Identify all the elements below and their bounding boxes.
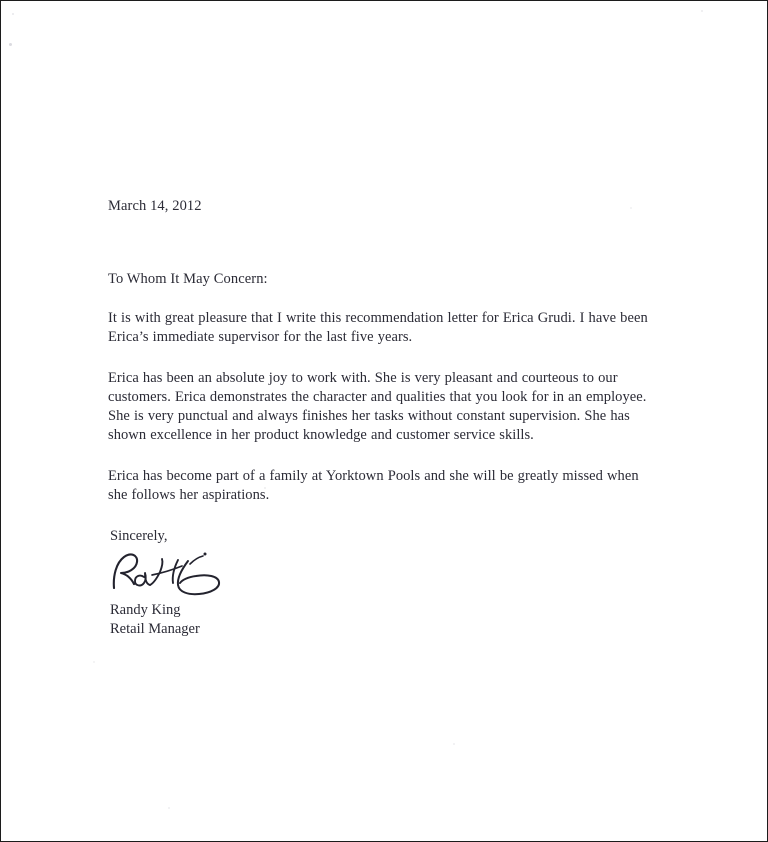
letter-closing: Sincerely, <box>110 528 168 545</box>
handwritten-signature-icon <box>104 548 660 600</box>
signer-title: Retail Manager <box>110 620 200 637</box>
letter-paragraph: Erica has become part of a family at Yorktown Pools and she will be greatly missed when she follows her aspirations. <box>108 467 639 504</box>
scan-speckle <box>9 43 12 46</box>
scan-speckle <box>453 743 455 745</box>
scan-speckle <box>12 13 14 15</box>
scan-speckle <box>93 661 95 663</box>
letter-salutation: To Whom It May Concern: <box>108 271 268 287</box>
signer-name: Randy King <box>110 602 181 619</box>
letter-body <box>108 197 660 638</box>
letter-paragraph: Erica has been an absolute joy to work with. She is very pleasant and courteous to our customers. Erica demonstrates the character and qualities that you look for in an employee. She is very punctual and always finishes her tasks without constant supervision. She has shown excellence in her product knowledge and customer service skills. <box>108 369 647 444</box>
scan-speckle <box>168 807 170 809</box>
signature-block <box>110 601 660 638</box>
letter-date: March 14, 2012 <box>108 198 202 214</box>
letter-paragraphs <box>108 309 660 505</box>
letter-paragraph: It is with great pleasure that I write this recommendation letter for Erica Grudi. I have been Erica’s immediate supervisor for the last five years. <box>108 310 648 346</box>
scan-speckle <box>701 10 703 12</box>
